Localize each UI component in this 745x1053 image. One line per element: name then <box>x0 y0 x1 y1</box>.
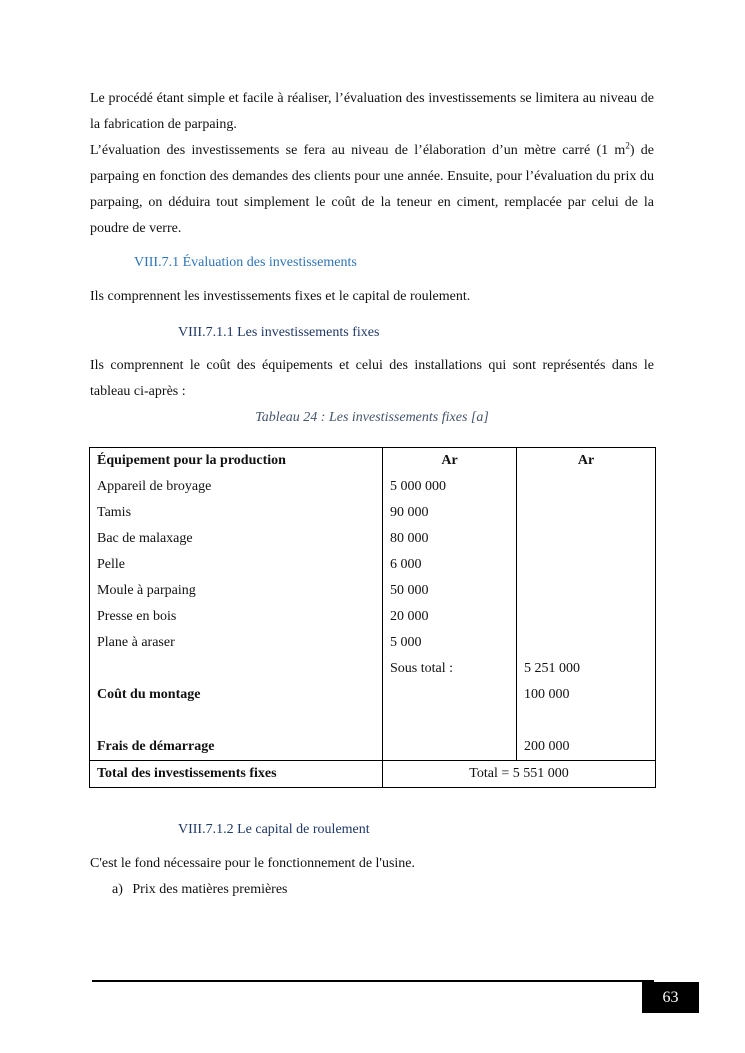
item-value: 20 000 <box>383 604 517 630</box>
item-name: Tamis <box>90 500 383 526</box>
section-heading: VIII.7.1 Évaluation des investissements <box>134 255 357 270</box>
intro-text-2b: ) de parpaing en fonction des demandes des clients pour une année. Ensuite, pour l’évaluation du prix du parpaing, on déduira tout simplement le coût de la teneur en ciment, remplacée par celui de la poudre de verre. <box>90 143 654 236</box>
table-row <box>90 474 655 500</box>
superscript: 2 <box>625 140 630 151</box>
subsection2-heading: VIII.7.1.2 Le capital de roulement <box>178 822 370 837</box>
list-item-text: Prix des matières premières <box>132 882 288 897</box>
header-equipment: Équipement pour la production <box>90 448 383 474</box>
subsection2-text: C'est le fond nécessaire pour le fonctionnement de l'usine. <box>90 856 416 871</box>
table-header-row <box>90 448 655 474</box>
table-row <box>90 526 655 552</box>
list-item <box>112 882 288 898</box>
montage-row <box>90 682 655 708</box>
header-ar-1: Ar <box>383 448 517 474</box>
demarrage-value: 200 000 <box>524 739 570 754</box>
list-marker: a) <box>112 882 123 897</box>
total-label: Total des investissements fixes <box>90 761 383 788</box>
table-row <box>90 604 655 630</box>
intro-text-1: Le procédé étant simple et facile à réaliser, l’évaluation des investissements se limitera au niveau de la fabrication de parpaing. <box>90 91 654 132</box>
item-name: Moule à parpaing <box>90 578 383 604</box>
montage-label: Coût du montage <box>90 682 383 708</box>
item-value: 50 000 <box>383 578 517 604</box>
total-row <box>90 761 655 788</box>
subtotal-value: 5 251 000 <box>524 661 580 676</box>
subtotal-label: Sous total : <box>383 656 517 682</box>
table-row <box>90 500 655 526</box>
item-name: Appareil de broyage <box>90 474 383 500</box>
table-row <box>90 630 655 656</box>
header-ar-2: Ar <box>577 453 595 468</box>
intro-paragraph-1 <box>90 86 654 242</box>
table-caption: Tableau 24 : Les investissements fixes [a] <box>255 410 489 425</box>
intro-text-2a: L’évaluation des investissements se fera au niveau de l’élaboration d’un mètre carré (1 m <box>90 143 626 158</box>
item-value: 80 000 <box>383 526 517 552</box>
page-number: 63 <box>642 982 699 1013</box>
item-value: 5 000 <box>383 630 517 656</box>
subsection1-heading: VIII.7.1.1 Les investissements fixes <box>178 325 380 340</box>
item-value: 5 000 000 <box>383 474 517 500</box>
investment-table <box>90 448 655 787</box>
item-name: Plane à araser <box>90 630 383 656</box>
subtotal-row <box>90 656 655 682</box>
total-value: Total = 5 551 000 <box>383 761 656 788</box>
item-value: 6 000 <box>383 552 517 578</box>
montage-value: 100 000 <box>524 687 570 702</box>
subsection1-text: Ils comprennent le coût des équipements et celui des installations qui sont représentés dans le tableau ci-après : <box>90 358 654 399</box>
demarrage-label: Frais de démarrage <box>90 734 383 761</box>
spacer-row <box>90 708 655 734</box>
footer-divider <box>92 980 654 982</box>
table-row <box>90 578 655 604</box>
item-name: Bac de malaxage <box>90 526 383 552</box>
item-value: 90 000 <box>383 500 517 526</box>
section-text: Ils comprennent les investissements fixes et le capital de roulement. <box>90 289 471 304</box>
item-name: Pelle <box>90 552 383 578</box>
table-row <box>90 552 655 578</box>
demarrage-row <box>90 734 655 761</box>
item-name: Presse en bois <box>90 604 383 630</box>
